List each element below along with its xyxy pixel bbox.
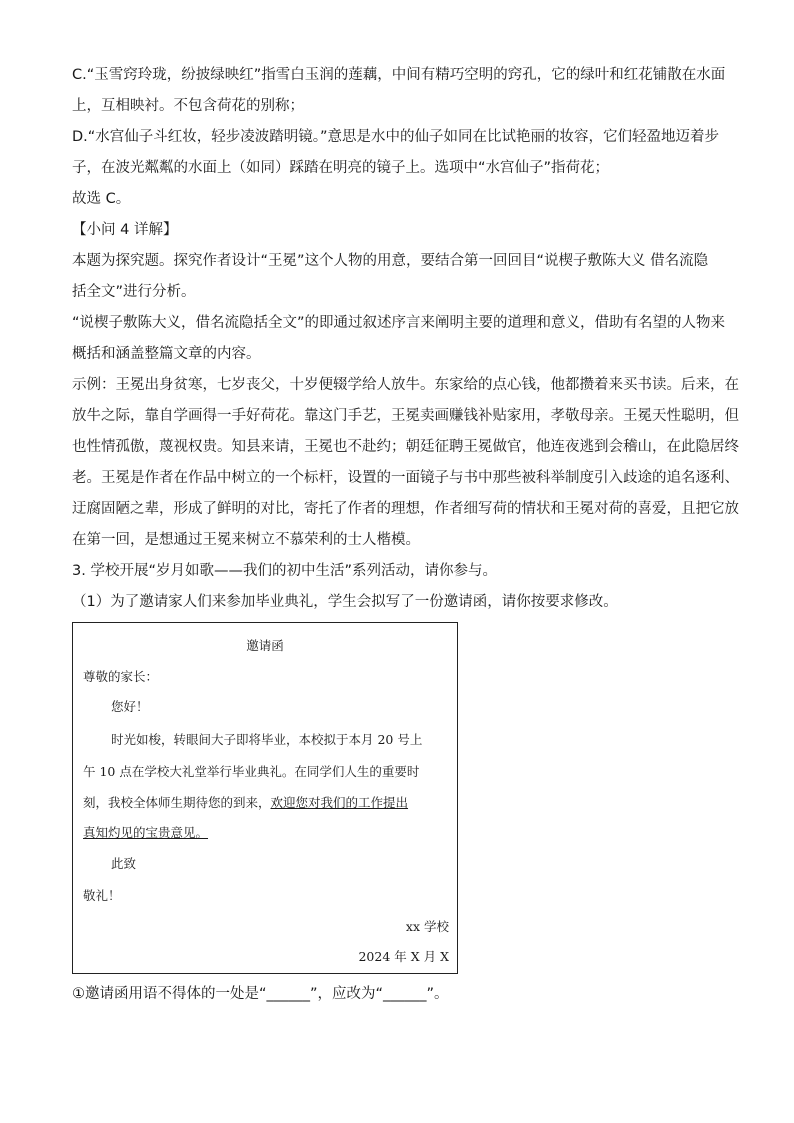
letter-hello: 您好！ [111,699,149,714]
letter-title: 邀请函 [246,638,284,653]
paragraph-line: 迂腐固陋之辈，形成了鲜明的对比，寄托了作者的理想，作者细写荷的情状和王冕对荷的喜爱，且把它放 [72,501,739,517]
paragraph-line: 上，互相映衬。不包含荷花的别称； [72,98,304,114]
paragraph-line: 概括和涵盖整篇文章的内容。 [72,346,261,362]
paragraph-line: C.“玉雪窍玲珑，纷披绿映红”指雪白玉润的莲藕，中间有精巧空明的窍孔，它的绿叶和红花铺散在水面 [72,67,726,83]
paragraph-line: 放牛之际，靠自学画得一手好荷花。靠这门手艺，王冕卖画赚钱补贴家用，孝敬母亲。王冕天性聪明，但 [72,408,739,424]
letter-signature: xx 学校 [405,919,449,934]
paragraph-line: 故选 C。 [72,191,131,207]
sub-question-stem: （1）为了邀请家人们来参加毕业典礼，学生会拟写了一份邀请函，请你按要求修改。 [72,594,618,610]
underlined-text: 真知灼见的宝贵意见。 [83,825,209,840]
paragraph-line: D.“水宫仙子斗红妆，轻步凌波踏明镜。”意思是水中的仙子如同在比试艳丽的妆容，它们轻盈地迈着步 [72,129,720,145]
letter-salute: 敬礼！ [83,888,121,903]
invitation-letter-box [72,622,458,974]
paragraph-line: 在第一回，是想通过王冕来树立不慕荣利的士人楷模。 [72,532,420,548]
letter-body-text: 刻，我校全体师生期待您的到来， [83,795,271,810]
letter-body-line: 时光如梭，转眼间大子即将毕业，本校拟于本月 20 号上 [111,732,423,747]
letter-body-line: 午 10 点在学校大礼堂举行毕业典礼。在同学们人生的重要时 [83,764,420,779]
paragraph-line: 也性情孤傲，蔑视权贵。知县来请，王冕也不赴约；朝廷征聘王冕做官，他连夜逃到会稽山，在此隐居终 [72,439,739,455]
letter-date: 2024 年 X 月 X [358,949,449,964]
section-heading: 【小问 4 详解】 [72,222,178,238]
paragraph-line: 本题为探究题。探究作者设计“王冕”这个人物的用意，要结合第一回回目“说楔子敷陈大义 借名流隐 [72,253,709,269]
answer-text [72,60,739,618]
paragraph-line: 老。王冕是作者在作品中树立的一个标杆，设置的一面镜子与书中那些被科举制度引入歧途的追名逐利、 [72,470,739,486]
underlined-text: 欢迎您对我们的工作提出 [270,795,409,810]
paragraph-line: 示例：王冕出身贫寒，七岁丧父，十岁便辍学给人放牛。东家给的点心钱，他都攒着来买书读。后来，在 [72,377,739,393]
paragraph-line: 括全文”进行分析。 [72,284,196,300]
fill-blank-question: ①邀请函用语不得体的一处是“______”，应改为“______”。 [72,986,449,1002]
letter-greeting: 尊敬的家长： [83,669,159,684]
paragraph-line: 子，在波光粼粼的水面上（如同）踩踏在明亮的镜子上。选项中“水宫仙子”指荷花； [72,160,610,176]
letter-body-line [83,793,408,811]
letter-closing: 此致 [111,856,137,871]
paragraph-line: “说楔子敷陈大义，借名流隐括全文”的即通过叙述序言来阐明主要的道理和意义，借助有名望的人物来 [72,315,726,331]
question-stem: 3. 学校开展“岁月如歌——我们的初中生活”系列活动，请你参与。 [72,563,497,579]
